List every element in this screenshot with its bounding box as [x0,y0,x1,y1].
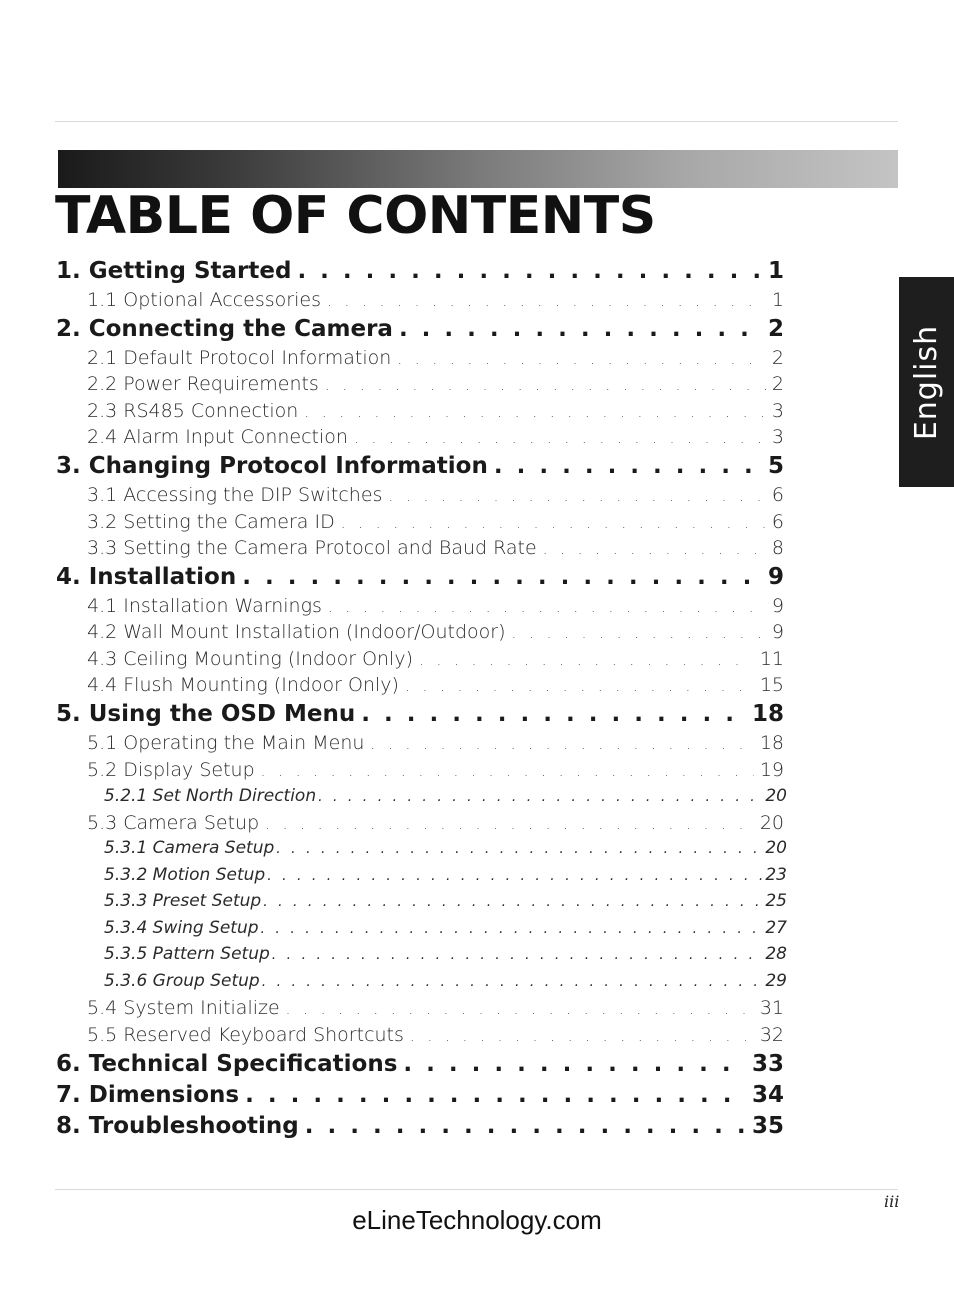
toc-entry-page: 3 [771,426,784,448]
toc-entry-page: 20 [765,786,787,806]
toc-entry-page: 20 [759,812,784,834]
dot-leader [405,677,754,695]
dot-leader [354,429,766,447]
toc-entry-label: 5.5 Reserved Keyboard Shortcuts [87,1024,404,1046]
toc-entry-label: 3.2 Setting the Camera ID [87,511,335,533]
dot-leader [261,762,754,780]
dot-leader [297,258,762,284]
toc-entry-label: 5.4 System Initialize [87,997,280,1019]
toc-entry[interactable] [104,971,787,995]
toc-entry[interactable] [87,621,784,647]
dot-leader [263,894,763,910]
page-number: iii [884,1192,900,1211]
toc-entry[interactable] [104,865,787,889]
toc-entry[interactable] [87,1024,784,1050]
dot-leader [261,921,764,937]
toc-entry-label: 5.3.2 Motion Setup [104,865,266,885]
toc-entry-label: 2. Connecting the Camera [56,316,393,342]
toc-entry[interactable] [87,511,784,537]
toc-entry-label: 4.4 Flush Mounting (Indoor Only) [87,674,399,696]
toc-entry-label: 5.2.1 Set North Direction [104,786,317,806]
toc-entry-page: 6 [771,484,784,506]
toc-entry[interactable] [87,674,784,700]
toc-entry[interactable] [104,891,787,915]
toc-entry-label: 7. Dimensions [56,1082,240,1108]
dot-leader [361,701,746,727]
toc-entry-label: 4.2 Wall Mount Installation (Indoor/Outdoor) [87,621,506,643]
toc-entry-label: 6. Technical Specifications [56,1051,398,1077]
toc-entry-label: 2.3 RS485 Connection [87,400,299,422]
toc-entry-page: 8 [771,537,784,559]
toc-entry[interactable] [104,838,787,862]
toc-entry-page: 32 [759,1024,784,1046]
toc-entry-label: 5.1 Operating the Main Menu [87,732,365,754]
toc-entry-page: 23 [765,865,787,885]
toc-entry-page: 3 [771,400,784,422]
dot-leader [543,540,766,558]
toc-entry[interactable] [87,759,784,785]
dot-leader [494,453,762,479]
dot-leader [318,789,763,805]
toc-entry[interactable] [56,701,784,731]
toc-entry-page: 5 [767,453,784,479]
toc-entry[interactable] [87,537,784,563]
toc-entry-label: 1. Getting Started [56,258,292,284]
toc-entry-label: 5.3.6 Group Setup [104,971,260,991]
dot-leader [397,350,766,368]
dot-leader [262,974,764,990]
toc-entry[interactable] [56,1113,784,1143]
toc-entry[interactable] [104,786,787,810]
toc-entry[interactable] [87,732,784,758]
toc-entry-label: 3.1 Accessing the DIP Switches [87,484,383,506]
toc-entry-page: 2 [771,373,784,395]
toc-entry[interactable] [87,289,784,315]
toc-entry[interactable] [87,373,784,399]
dot-leader [276,841,763,857]
toc-entry-label: 5.3.3 Preset Setup [104,891,262,911]
toc-entry[interactable] [104,918,787,942]
toc-entry[interactable] [56,1051,784,1081]
dot-leader [419,651,754,669]
toc-entry[interactable] [87,347,784,373]
toc-entry-page: 9 [771,621,784,643]
toc-entry-page: 18 [759,732,784,754]
dot-leader [245,1082,746,1108]
toc-entry-label: 2.4 Alarm Input Connection [87,426,348,448]
toc-entry[interactable] [87,997,784,1023]
toc-entry[interactable] [56,258,784,288]
toc-entry[interactable] [56,1082,784,1112]
dot-leader [305,1113,746,1139]
toc-entry-page: 27 [765,918,787,938]
toc-entry-label: 4.1 Installation Warnings [87,595,322,617]
toc-entry-page: 9 [767,564,784,590]
toc-entry[interactable] [56,453,784,483]
dot-leader [328,598,766,616]
toc-entry[interactable] [87,812,784,838]
toc-entry-page: 18 [751,701,784,727]
dot-leader [410,1027,754,1045]
toc-entry[interactable] [56,564,784,594]
dot-leader [304,403,766,421]
toc-entry-page: 31 [759,997,784,1019]
toc-entry-label: 2.1 Default Protocol Information [87,347,392,369]
toc-entry-label: 1.1 Optional Accessories [87,289,321,311]
toc-entry[interactable] [87,648,784,674]
dot-leader [242,564,762,590]
toc-entry-label: 4. Installation [56,564,237,590]
dot-leader [325,376,766,394]
dot-leader [265,815,754,833]
toc-entry-page: 6 [771,511,784,533]
toc-entry-label: 2.2 Power Requirements [87,373,319,395]
bottom-divider [55,1189,898,1190]
language-tab-label: English [909,324,945,440]
toc-entry-page: 2 [767,316,784,342]
toc-entry-page: 19 [759,759,784,781]
toc-entry-page: 11 [759,648,784,670]
toc-entry-page: 20 [765,838,787,858]
dot-leader [286,1000,754,1018]
toc-entry-page: 28 [765,944,787,964]
dot-leader [267,868,763,884]
toc-entry-label: 5.3 Camera Setup [87,812,260,834]
toc-entry-page: 29 [765,971,787,991]
toc-entry[interactable] [87,595,784,621]
toc-entry-label: 5.2 Display Setup [87,759,255,781]
toc-entry-page: 15 [759,674,784,696]
toc-entry-label: 3.3 Setting the Camera Protocol and Baud Rate [87,537,537,559]
footer-website: eLineTechnology.com [352,1205,602,1235]
toc-entry-page: 25 [765,891,787,911]
toc-entry-label: 3. Changing Protocol Information [56,453,488,479]
toc-entry[interactable] [87,400,784,426]
dot-leader [272,947,764,963]
dot-leader [327,292,766,310]
toc-entry-label: 5.3.5 Pattern Setup [104,944,270,964]
toc-entry-label: 5.3.4 Swing Setup [104,918,259,938]
toc-entry-label: 5.3.1 Camera Setup [104,838,275,858]
dot-leader [370,735,753,753]
toc-entry[interactable] [104,944,787,968]
dot-leader [403,1051,746,1077]
toc-entry-page: 9 [771,595,784,617]
toc-entry-page: 35 [751,1113,784,1139]
toc-entry-label: 5. Using the OSD Menu [56,701,356,727]
toc-entry-page: 33 [751,1051,784,1077]
toc-entry[interactable] [87,426,784,452]
toc-entry[interactable] [87,484,784,510]
dot-leader [512,624,766,642]
dot-leader [341,514,766,532]
toc-entry-page: 2 [771,347,784,369]
toc-entry-label: 4.3 Ceiling Mounting (Indoor Only) [87,648,413,670]
dot-leader [399,316,762,342]
toc-entry[interactable] [56,316,784,346]
toc-entry-label: 8. Troubleshooting [56,1113,299,1139]
toc-entry-page: 34 [751,1082,784,1108]
page-title: TABLE OF CONTENTS [55,186,656,246]
toc-entry-page: 1 [767,258,784,284]
dot-leader [388,487,765,505]
toc-entry-page: 1 [771,289,784,311]
